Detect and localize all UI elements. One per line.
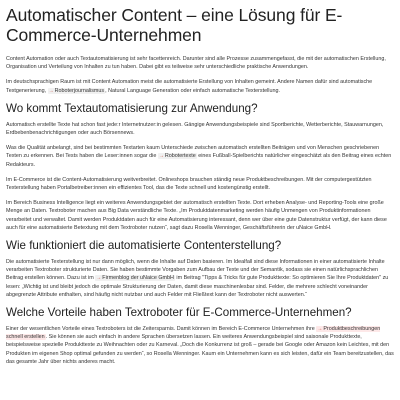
paragraph-text: Die automatisierte Texterstellung ist nur dann möglich, wenn die Inhalte auf Daten basieren. Im Idealfall sind diese Informationen in einer automatisierte Inhalte verarbeiten Textroboter strukturierte Daten. Sie haben bestimmte Vorgaben zum Aufbau der Texte und der Semantik, sodass sie einen natürlichsprachlichen Beitrag erstellen können. Dazu ist im <box>6 259 385 282</box>
intro-paragraph-2 <box>6 78 394 94</box>
link-label: Roboterjournalismus <box>54 87 105 94</box>
link-arrow-icon: → <box>158 153 164 160</box>
section-2-paragraph-1 <box>6 258 394 299</box>
section-1-paragraph-3: Im E-Commerce ist die Content-Automatisierung weitverbreitet. Onlineshops brauchen ständig neue Produktbeschreibungen. Mit der computergestützten Texterstellung haben Portalbetreiber:innen ein effizientes Tool, das die Texte schnell und kostengünstig erstellt. <box>6 176 372 192</box>
roboterjournalismus-link[interactable] <box>48 88 105 94</box>
article-title: Automatischer Content – eine Lösung für E-Commerce-Unternehmen <box>6 5 343 45</box>
section-3-paragraph-1 <box>6 325 394 366</box>
section-1-paragraph-4: Im Bereich Business Intelligence liegt ein weiteres Anwendungsgebiet der automatisch erstellten Texte. Dort erheben Analyse- und Reporting-Tools eine große Menge an Daten. Textroboter machen aus Big Data verständliche Texte. „Im Produktdatenmarketing werden häufig Unmengen von Produktinformationen verarbeitet und verwaltet. Damit werden Produktdaten auch für eine Automatisierung interessant, denn wer über eine gute Datenstruktur verfügt, der kann diese auch für eine automatisierte Betextung mit dem Textroboter nutzen“, sagt dazu Rosella Wenninger, Geschäftsführerin der uNaice GmbH. <box>6 200 387 231</box>
section-1-paragraph-1: Automatisch erstellte Texte hat schon fast jede:r Internetnutzer:in gelesen. Gängige Anwendungsbeispiele sind Sportberichte, Wetterberichte, Stauwarnungen, Erdbebenbenachrichtigungen oder auch Börsennews. <box>6 121 384 137</box>
link-label: Robotertexte <box>164 153 196 160</box>
section-1-paragraph-2 <box>6 144 394 169</box>
section-heading-anwendung: Wo kommt Textautomatisierung zur Anwendung? <box>6 101 258 115</box>
link-arrow-icon: → <box>317 326 323 333</box>
robotertexte-link[interactable] <box>158 153 197 159</box>
firmenblog-link[interactable] <box>95 275 175 281</box>
link-label: Produktbeschreibungen schnell erstellen <box>6 326 381 341</box>
paragraph-text: Was die Qualität anbelangt, sind bei bestimmten Textarten kaum Unterschiede zwischen automatisch erstellten Beiträgen und von Menschen geschriebenen Texten zu erkennen. Bei Tests haben die Leser:innen sogar die <box>6 145 380 160</box>
link-arrow-icon: → <box>48 87 54 94</box>
paragraph-text: eines Fußball-Spielberichts natürlicher eingeschätzt als den Beitrag eines echten Redakteurs. <box>6 153 392 168</box>
paragraph-text: Einer der wesentlichen Vorteile eines Textroboters ist die Zeitersparnis. Damit können im Bereich E-Commerce Unternehmen ihre <box>6 326 317 333</box>
intro-paragraph-1: Content Automation oder auch Textautomatisierung ist sehr facettenreich. Darunter sind alle Prozesse zusammengefasst, die mit der automatischen Erstellung, Organisation und Verteilung von Inhalten zu tun haben. Dabei gibt es teilweise sehr unterschiedliche praktische Anwendungen. <box>6 56 386 71</box>
section-heading-vorteile: Welche Vorteile haben Textroboter für E-Commerce-Unternehmen? <box>6 306 352 320</box>
paragraph-text: . Sie können sie auch einfach in andere Sprachen übersetzen lassen. Ein weiteres Anwendungsbeispiel sind saisonale Produkttexte, beispielsweise spezielle Produkttexte zu Weihnachten oder zu Karneval. „Doch die Konkurrenz ist groß – gerade bei Google oder Amazon kein Leichtes, mit den Produkten im eigenen Shop optimal gefunden zu werden“, so Rosella Wenninger. Kaum ein Unternehmen kann es sich leisten, dafür ein Team bereitzustellen, das das gesamte Jahr über nichts anderes macht. <box>6 334 394 365</box>
link-arrow-icon: → <box>96 275 102 282</box>
paragraph-text: , Natural Language Generation oder einfach automatische Texterstellung. <box>105 87 281 94</box>
paragraph-text: Im deutschsprachigen Raum ist mit Content Automation meist die automatisierte Erstellung von Inhalten gemeint. Andere Namen dafür sind automatische Textgenerierung, <box>6 79 373 94</box>
link-label: Firmenblog der uNaice GmbH <box>102 275 174 282</box>
section-heading-funktion: Wie funktioniert die automatisierte Contenterstellung? <box>6 239 282 253</box>
paragraph-text: im Beitrag "Tipps & Tricks für gute Produkttexte: So optimieren Sie Ihre Produktdaten" zu lesen: „Wichtig ist und bleibt jedoch die optimale Strukturierung der Daten, damit diese maschinenlesbar sind. Felder, die mehrere schlecht voneinander abgegrenzte Attribute enthalten, sind häufig nicht nutzbar und auch Felder mit Fließtext kann der Textroboter nicht auswerten.“ <box>6 275 389 298</box>
